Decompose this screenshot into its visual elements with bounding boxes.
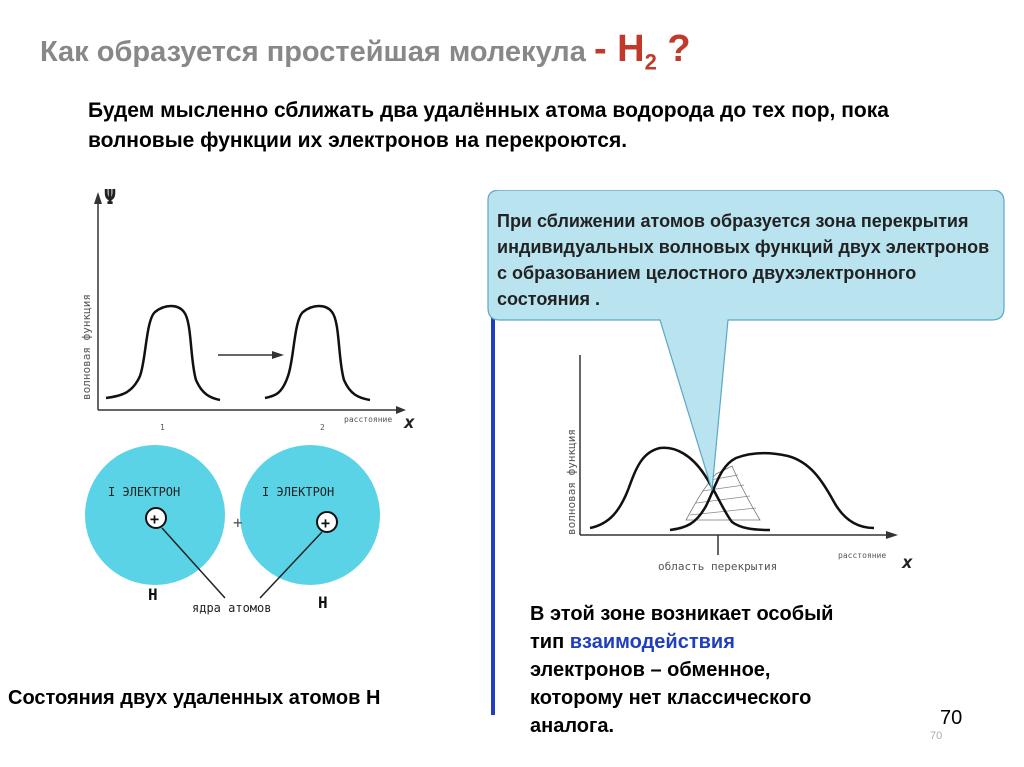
right-text-line-2a: тип xyxy=(530,631,570,653)
slide-number: 70 xyxy=(940,707,963,729)
right-y-label: волновая функция xyxy=(565,429,578,535)
title-formula xyxy=(617,28,657,75)
right-text-line-4: которому нет классического xyxy=(530,687,812,709)
right-text-line-2 xyxy=(530,628,950,656)
left-y-arrow xyxy=(94,192,102,204)
left-y-label: волновая функция xyxy=(80,294,93,400)
atom-1-symbol: Н xyxy=(148,585,158,604)
left-x-label: расстояние xyxy=(344,415,393,424)
left-shift-arrow-head xyxy=(272,351,284,359)
left-x-symbol: x xyxy=(404,412,415,433)
title-prefix: Как образуется простейшая молекула xyxy=(40,36,586,68)
left-wave-diagram xyxy=(60,180,440,440)
title-subscript: 2 xyxy=(644,49,657,75)
overlap-label: область перекрытия xyxy=(658,560,778,573)
nucleus-1-sign: + xyxy=(150,510,160,528)
left-curve-1 xyxy=(106,306,220,400)
nucleus-2-sign: + xyxy=(321,514,331,532)
overlap-region xyxy=(686,466,760,520)
right-x-arrow xyxy=(886,531,898,539)
right-explanation xyxy=(530,600,950,740)
right-curve-2 xyxy=(670,453,874,530)
atom-2-symbol: Н xyxy=(318,593,328,612)
atoms-diagram xyxy=(80,440,410,630)
nuclei-label: ядра атомов xyxy=(192,601,272,615)
right-x-symbol: x xyxy=(902,552,913,573)
hatch-line-2 xyxy=(696,496,750,503)
title-question: ? xyxy=(656,28,691,70)
callout-text: При сближении атомов образуется зона перекрытия индивидуальных волновых функций двух электронов с образованием целостного двухэлектронного состояния . xyxy=(497,211,990,309)
right-text-highlight: взаимодействия xyxy=(569,631,735,653)
title-h: H xyxy=(617,28,645,70)
left-tick-1: 1 xyxy=(160,423,165,432)
slide-title xyxy=(40,28,691,76)
atoms-plus: + xyxy=(233,513,243,532)
intro-paragraph: Будем мысленно сближать два удалённых атома водорода до тех пор, пока волновые функции их электронов на перекроются. xyxy=(88,99,889,152)
left-y-symbol: Ψ xyxy=(104,185,117,209)
atom-2-electron-label: I ЭЛЕКТРОН xyxy=(262,485,335,499)
hatch-line-3 xyxy=(702,485,744,491)
right-x-label: расстояние xyxy=(838,551,887,560)
atom-1-electron-label: I ЭЛЕКТРОН xyxy=(108,485,181,499)
right-text-line-3: электронов – обменное, xyxy=(530,659,771,681)
right-text-line-1: В этой зоне возникает особый xyxy=(530,603,834,625)
slide-number-small: 70 xyxy=(930,730,943,742)
left-caption: Состояния двух удаленных атомов Н xyxy=(8,687,381,709)
left-curve-2 xyxy=(265,306,370,400)
right-text-line-5: аналога. xyxy=(530,715,614,737)
atom-2-cloud xyxy=(240,445,380,585)
left-tick-2: 2 xyxy=(320,423,325,432)
title-dash: - xyxy=(593,28,618,70)
